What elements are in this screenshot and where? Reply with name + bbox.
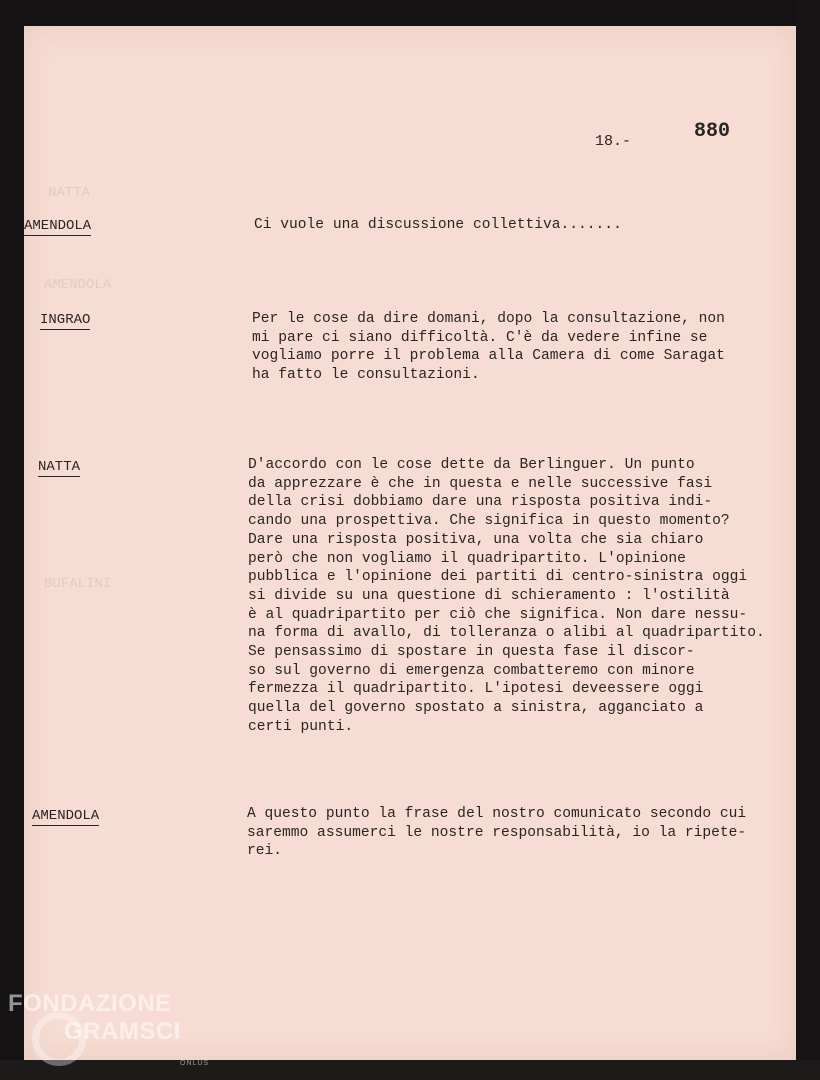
- speaker-name: NATTA: [38, 459, 81, 475]
- bleed-through-text: BUFALINI: [44, 576, 112, 592]
- speech-text: Per le cose da dire domani, dopo la consultazione, non mi pare ci siano difficoltà. C'è da vedere infine se vogliamo porre il problema alla Camera di come Saragat ha fatto le consultazioni.: [252, 311, 725, 384]
- scan-top-border: [0, 0, 820, 26]
- speaker-name: AMENDOLA: [24, 218, 92, 234]
- watermark-line1: FONDAZIONE: [8, 990, 172, 1017]
- speech-text: Ci vuole una discussione collettiva.......: [254, 217, 622, 233]
- watermark-small: ONLUS: [180, 1060, 210, 1067]
- speaker-name: INGRAO: [40, 312, 91, 328]
- scan-bottom-border: [0, 1060, 820, 1080]
- scan-right-border: [796, 0, 820, 1080]
- bleed-through-text: NATTA: [48, 185, 91, 201]
- page-label: 18.-: [595, 133, 632, 150]
- speaker-name: AMENDOLA: [32, 808, 100, 824]
- speech-text: A questo punto la frase del nostro comunicato secondo cui saremmo assumerci le nostre responsabilità, io la ripete- rei.: [247, 806, 747, 860]
- bleed-through-text: AMENDOLA: [44, 277, 112, 293]
- speech-text: D'accordo con le cose dette da Berlinguer. Un punto da apprezzare è che in questa e nelle successive fasi della crisi dobbiamo dare una risposta positiva indi- cando una prospettiva. Che significa in questo momento? Dare una risposta positiva, una volta che sia chiaro però che non vogliamo il quadripartito. L'opinione pubblica e l'opinione dei partiti di centro-sinistra oggi si divide su una questione di schieramento : l'ostilità è al quadripartito per ciò che significa. Non dare nessu- na forma di avallo, di tolleranza o alibi al quadripartito. Se pensassimo di spostare in questa fase il discor- so sul governo di emergenza combatteremo con minore fermezza il quadripartito. L'ipotesi deveessere oggi quella del governo spostato a sinistra, agganciato a certi punti.: [248, 457, 765, 735]
- watermark-line2: GRAMSCI: [64, 1018, 181, 1045]
- watermark: [8, 990, 210, 1067]
- scan-left-border: [0, 0, 24, 1080]
- page-number: 880: [694, 120, 731, 143]
